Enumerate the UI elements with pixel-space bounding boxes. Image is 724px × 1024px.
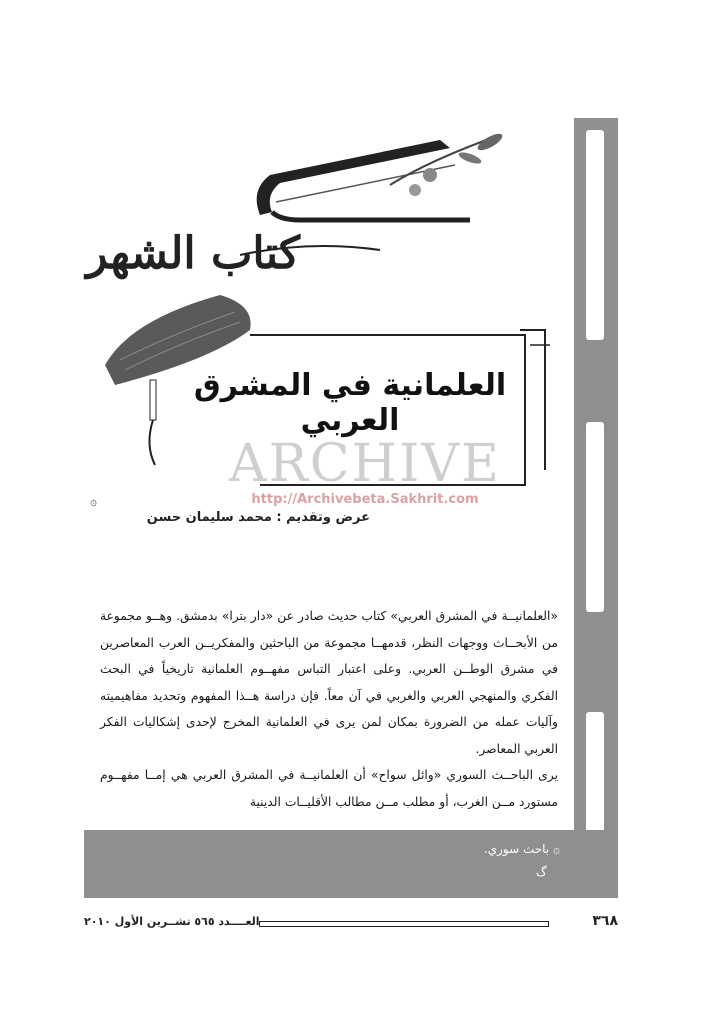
page-number: ٣٦٨ [592,913,618,929]
author-line: عرض وتقديم : محمد سليمان حسن [146,510,370,525]
body-paragraph-1: «العلمانيــة في المشرق العربي» كتاب حديث صادر عن «دار بترا» بدمشق. وهــو مجموعة من الأبحــاث ووجهات النظر، قدمهــا مجموعة من الباحثين والمفكريــن العرب المعاصرين في مشرق الوطــن العربي. وعلى اعتبار التباس مفهــوم العلمانية تاريخياً في البحث الفكري والمنهجي العربي والغربي في آن معاً. فإن دراسة هــذا المفهوم وتحديد مفاهيميته وآليات عمله من الضرورة بمكان لمن يرى في العلمانية المخرج لإحدى إشكاليات الفكر العربي المعاصر. [100,609,558,756]
watermark-url: http://Archivebeta.Sakhrit.com [251,492,479,507]
side-ornament [586,130,604,340]
watermark-word: ARCHIVE [229,434,501,494]
author-footnote: ۞ باحث سوري. [483,842,560,856]
issue-info: العــــدد ٥٦٥ تشــرين الأول ٢٠١٠ [84,915,260,928]
book-of-month-logo [86,120,530,285]
archive-watermark [220,434,510,507]
footnote-ornament: ﮒ [536,865,547,879]
header-section-title: كتاب الشهر [86,228,300,279]
side-ornament [586,422,604,612]
article-title: العلمانية في المشرق العربي [193,368,507,438]
footer-rule [259,921,549,927]
article-body [100,603,558,815]
body-paragraph-2: يرى الباحــث السوري «وائل سواح» أن العلمانيــة في المشرق العربي هي إمــا مفهــوم مستورد مــن الغرب، أو مطلب مــن مطالب الأقليــات الدينية [100,768,558,809]
author-footnote-mark: ۞ [90,494,98,508]
footnote-panel [84,830,618,898]
page-footer [84,913,618,935]
